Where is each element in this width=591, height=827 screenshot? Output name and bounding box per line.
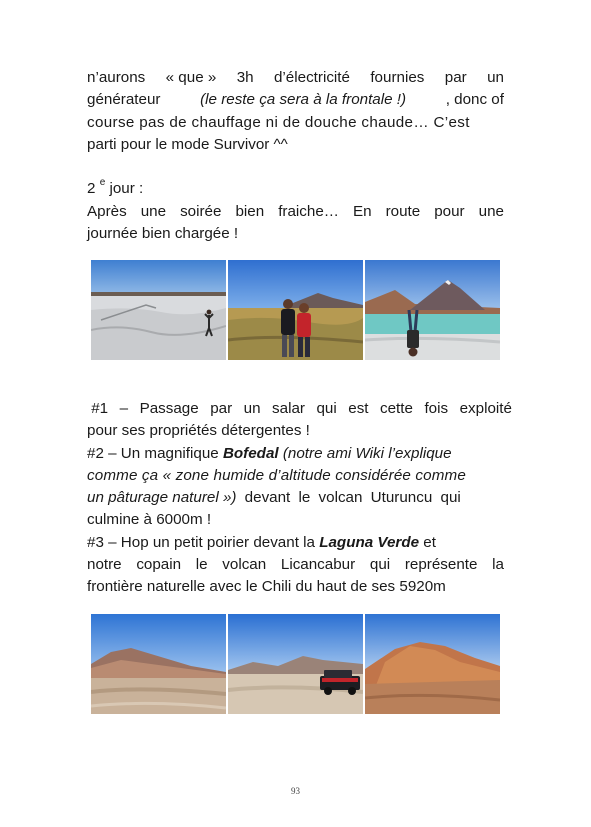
text-word: culmine à 6000m ! — [87, 511, 212, 529]
text-word: #1 — [87, 400, 109, 417]
paragraph-intro — [87, 201, 504, 246]
text-line — [87, 487, 500, 509]
text-italic: comme ça « zone humide d’altitude considérée comme — [87, 466, 466, 484]
text-word: n’aurons — [87, 69, 146, 86]
day-label: jour : — [109, 180, 144, 197]
text-word: notre — [87, 556, 122, 574]
text-word: #3 – Hop un petit poirier devant la — [87, 533, 320, 551]
text-line — [87, 554, 504, 576]
text-word: est — [348, 400, 369, 417]
text-line — [87, 89, 504, 111]
text-word: Après — [87, 203, 127, 220]
text-line — [87, 420, 512, 442]
text-word: une — [140, 203, 167, 220]
text-bold-italic: Laguna Verde — [319, 533, 420, 551]
text-bold-italic: Bofedal — [222, 444, 279, 462]
text-italic: (le reste ça sera à la frontale !) — [200, 91, 407, 109]
day-number: 2 — [87, 180, 96, 197]
photo-row-1 — [91, 260, 500, 360]
text-line — [87, 223, 504, 245]
text-word: générateur — [87, 91, 161, 109]
text-word: En — [352, 203, 372, 220]
jeep-desert-photo — [228, 614, 363, 714]
text-word: la — [492, 556, 504, 574]
text-italic: (notre ami Wiki l’explique — [278, 444, 452, 462]
text-word: cette — [380, 400, 413, 417]
text-word: salar — [272, 400, 305, 417]
text-line — [87, 509, 512, 531]
text-line — [87, 134, 504, 156]
photo-row-2 — [91, 614, 500, 714]
paragraph-electricity — [87, 67, 504, 156]
text-word: bien — [235, 203, 265, 220]
text-line — [87, 201, 504, 223]
text-word: une — [478, 203, 504, 220]
text-line — [87, 67, 504, 89]
text-line — [87, 443, 505, 465]
text-word: un — [487, 69, 504, 86]
text-word: qui — [316, 400, 337, 417]
desert-mountain-photo — [91, 614, 226, 714]
text-word: journée bien chargée ! — [87, 225, 239, 243]
text-word: devant le volcan Uturuncu qui — [236, 489, 461, 507]
text-word: fournies — [370, 69, 425, 86]
text-word: fois — [424, 400, 449, 417]
page-number: 93 — [291, 786, 300, 796]
text-word: représente — [404, 556, 478, 574]
text-line — [87, 532, 512, 554]
text-word: et — [419, 533, 436, 551]
text-italic: un pâturage naturel ») — [87, 489, 237, 507]
laguna-verde-handstand-photo — [365, 260, 500, 360]
text-word: route — [385, 203, 421, 220]
day-heading — [87, 178, 504, 200]
text-word: qui — [369, 556, 391, 574]
text-word: « que » — [165, 69, 217, 86]
text-word: frontière naturelle avec le Chili du haut de ses 5920m — [87, 578, 446, 596]
text-word: pour — [434, 203, 465, 220]
text-word: copain — [136, 556, 182, 574]
text-word: , donc of — [445, 91, 504, 109]
text-word: Licancabur — [280, 556, 356, 574]
text-line — [87, 576, 512, 598]
text-word: 3h — [236, 69, 254, 86]
text-line — [87, 112, 504, 134]
text-word: fraiche… — [278, 203, 339, 220]
text-word: soirée — [180, 203, 222, 220]
red-mountain-photo — [365, 614, 500, 714]
text-word: le — [195, 556, 208, 574]
text-word: Passage — [139, 400, 199, 417]
text-word: exploité — [459, 400, 512, 417]
text-word: pour ses propriétés détergentes ! — [87, 422, 310, 440]
text-word: par — [444, 69, 467, 86]
text-word: #2 – Un magnifique — [87, 444, 223, 462]
bofedal-couple-photo — [228, 260, 363, 360]
text-word: un — [243, 400, 261, 417]
day-superscript: e — [99, 176, 106, 188]
text-word: parti pour le mode Survivor ^^ — [87, 135, 288, 153]
salar-photo — [91, 260, 226, 360]
text-word: course pas de chauffage ni de douche chaude… C’est — [87, 113, 470, 131]
text-line — [87, 398, 512, 420]
text-word: volcan — [222, 556, 267, 574]
text-word: – — [119, 400, 129, 417]
paragraph-highlights — [87, 398, 512, 599]
text-line — [87, 465, 512, 487]
text-word: d’électricité — [273, 69, 350, 86]
text-word: par — [210, 400, 233, 417]
